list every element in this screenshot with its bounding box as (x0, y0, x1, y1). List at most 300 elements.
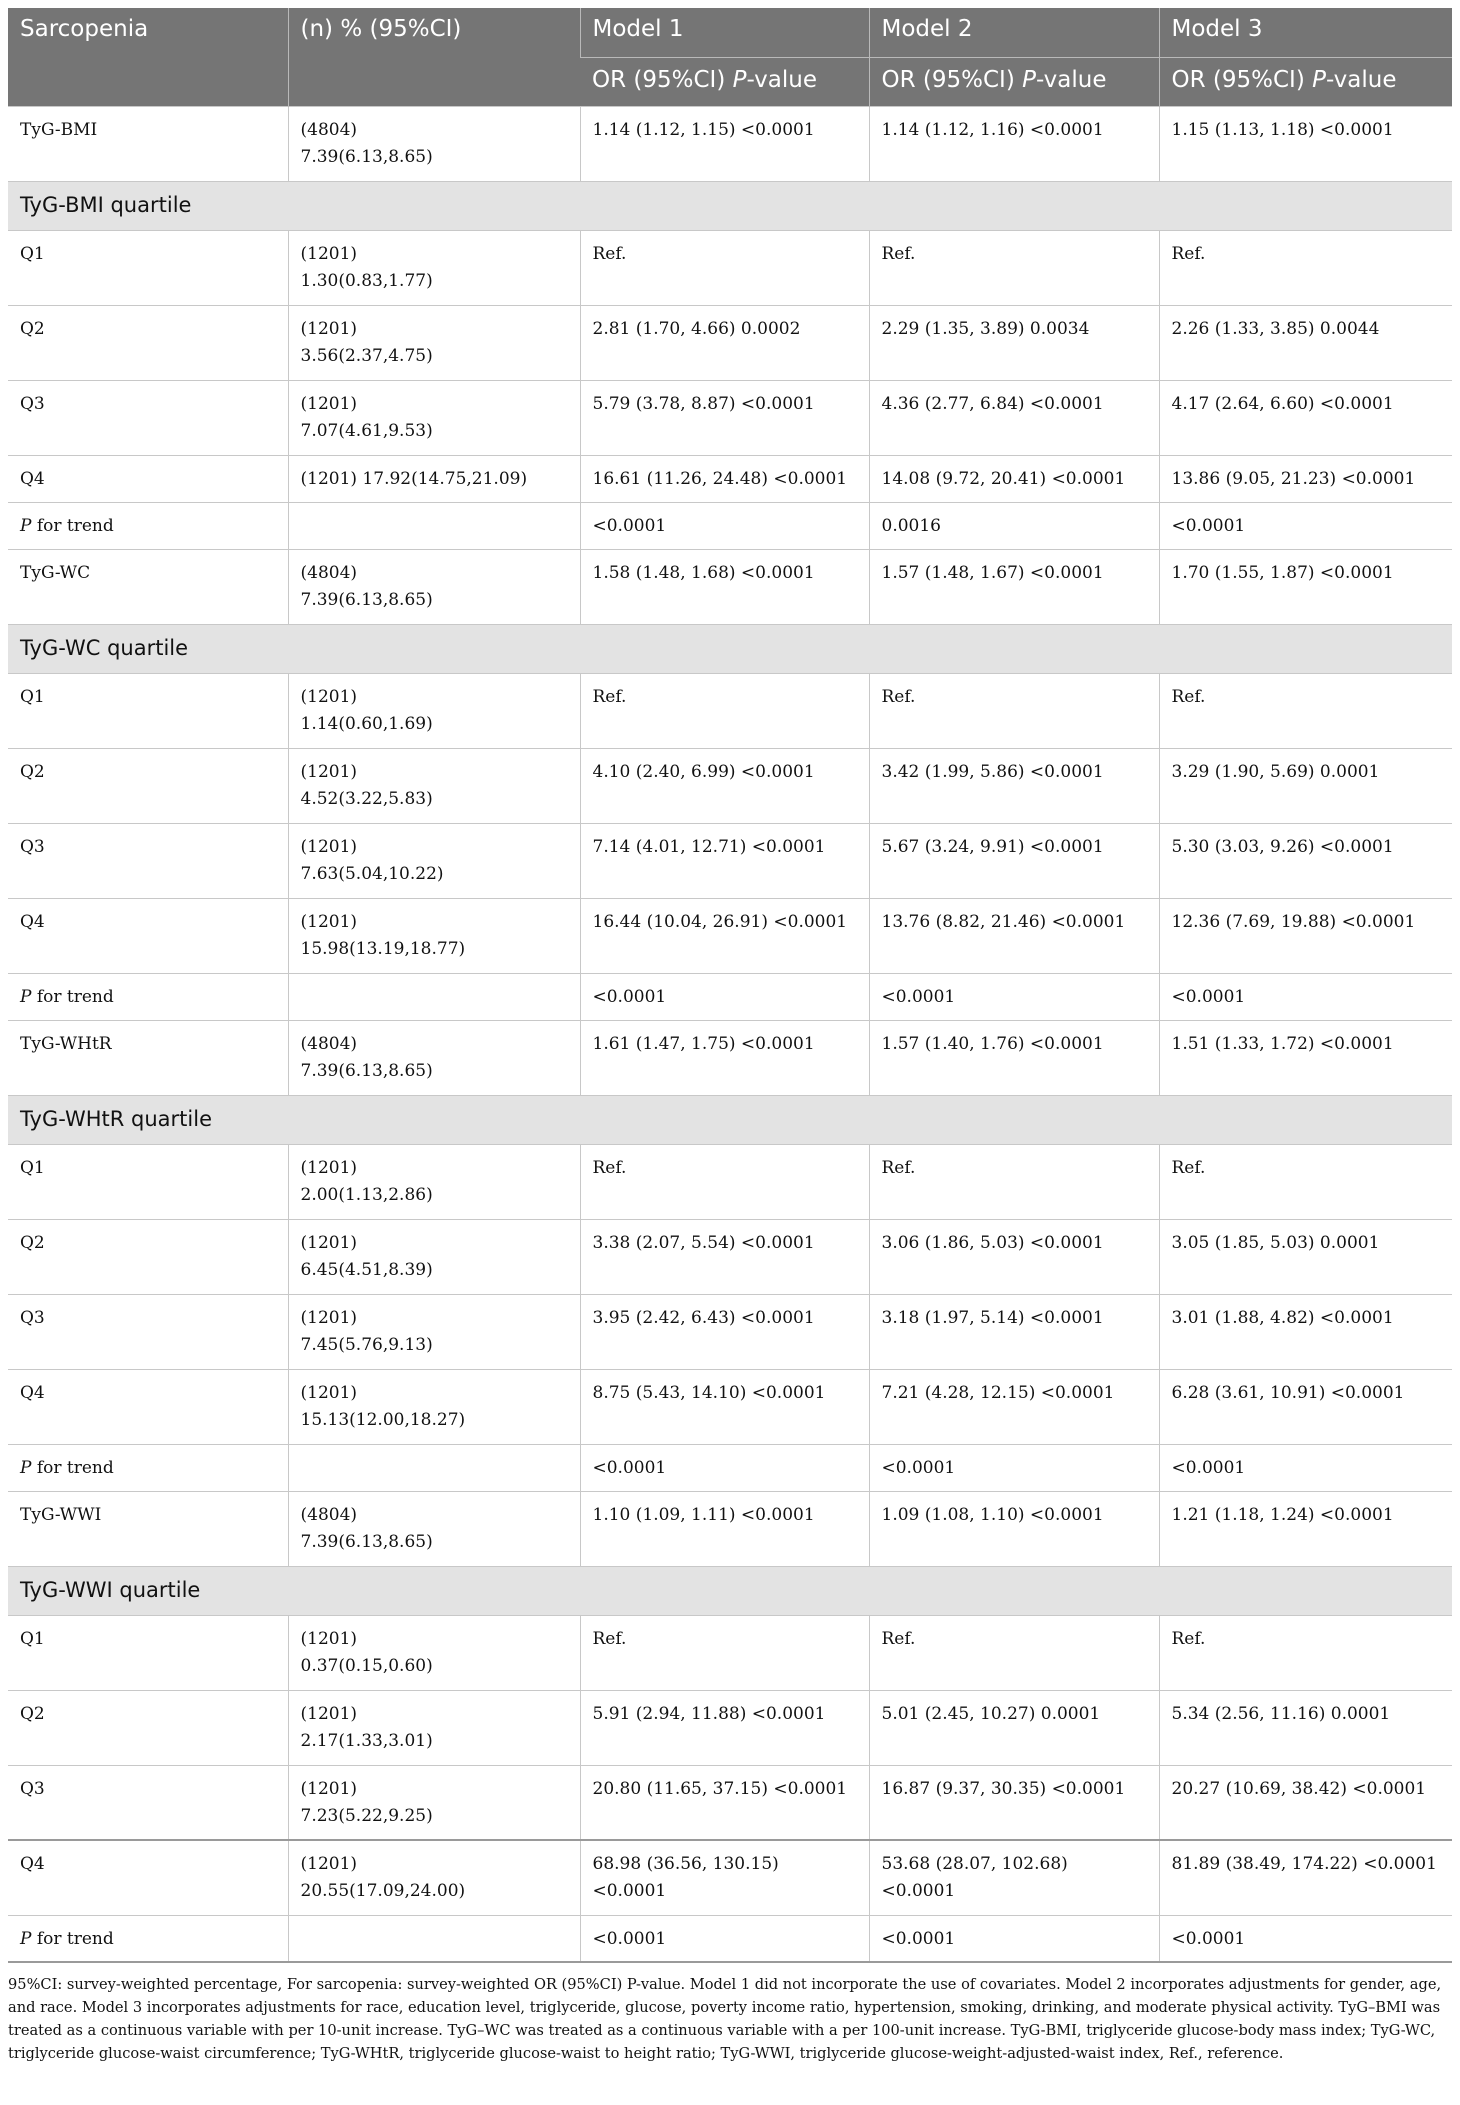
model3-value (1159, 1765, 1452, 1840)
model1-value (580, 230, 869, 305)
model2-value (869, 1765, 1159, 1840)
row-label (8, 549, 288, 624)
model1-value (580, 1491, 869, 1566)
n-count: (1201) (300, 761, 358, 782)
model1-value-text: 1.14 (1.12, 1.15) <0.0001 (592, 119, 815, 140)
table-row (8, 1690, 1452, 1765)
model1-value-text: 16.44 (10.04, 26.91) <0.0001 (592, 911, 848, 932)
model2-value (869, 549, 1159, 624)
model1-value (580, 1020, 869, 1095)
row-label (8, 973, 288, 1020)
row-label-text: Q4 (20, 911, 45, 932)
model1-value-text: <0.0001 (592, 986, 667, 1007)
model3-value (1159, 549, 1452, 624)
n-count: (1201) (300, 1307, 358, 1328)
model2-value-text: 4.36 (2.77, 6.84) <0.0001 (881, 393, 1104, 414)
row-label-text: Q2 (20, 761, 45, 782)
table-row (8, 305, 1452, 380)
for-trend-text: for trend (31, 1928, 114, 1949)
table-row (8, 230, 1452, 305)
row-n-percent (288, 1020, 580, 1095)
row-n-percent (288, 1294, 580, 1369)
model1-value-text: 16.61 (11.26, 24.48) <0.0001 (592, 468, 848, 489)
table-row (8, 748, 1452, 823)
row-label (8, 898, 288, 973)
row-label (8, 1219, 288, 1294)
model2-value-text: 1.14 (1.12, 1.16) <0.0001 (881, 119, 1104, 140)
table-row (8, 1765, 1452, 1840)
percent-ci: 7.63(5.04,10.22) (300, 863, 444, 884)
p-italic: P (20, 1928, 32, 1949)
model1-value-text: 2.81 (1.70, 4.66) 0.0002 (592, 318, 801, 339)
row-label-text: Q1 (20, 1628, 45, 1649)
row-n-percent (288, 673, 580, 748)
n-count: (4804) (300, 562, 358, 583)
model2-value-text: 16.87 (9.37, 30.35) <0.0001 (881, 1778, 1126, 1799)
n-count: (4804) (300, 1504, 358, 1525)
row-label-text: Q3 (20, 393, 45, 414)
model2-value (869, 455, 1159, 502)
model3-value-text: <0.0001 (1171, 986, 1246, 1007)
percent-ci: 6.45(4.51,8.39) (300, 1259, 433, 1280)
row-label-text: Q2 (20, 1703, 45, 1724)
model3-value (1159, 823, 1452, 898)
model3-value-text: Ref. (1171, 1157, 1206, 1178)
section-title (8, 1095, 1452, 1144)
row-label (8, 1369, 288, 1444)
model1-value (580, 380, 869, 455)
section-header-row (8, 1566, 1452, 1615)
section-title-text: TyG-WHtR quartile (20, 1106, 213, 1131)
table-row (8, 455, 1452, 502)
model2-value (869, 973, 1159, 1020)
model3-value-text: 13.86 (9.05, 21.23) <0.0001 (1171, 468, 1416, 489)
model2-value-text: 1.57 (1.40, 1.76) <0.0001 (881, 1033, 1104, 1054)
model3-value-text: 20.27 (10.69, 38.42) <0.0001 (1171, 1778, 1427, 1799)
model1-value-text: <0.0001 (592, 1928, 667, 1949)
n-count: (4804) (300, 1033, 358, 1054)
table-body (8, 106, 1452, 1962)
row-label (8, 823, 288, 898)
model3-value (1159, 1491, 1452, 1566)
section-title-text: TyG-WC quartile (20, 635, 189, 660)
percent-ci: 20.55(17.09,24.00) (300, 1881, 466, 1901)
p-italic: P (20, 1457, 32, 1478)
n-count: (1201) (300, 393, 358, 414)
subheader-or-model3: OR (95%CI) P-value (1159, 57, 1452, 106)
model1-value-text: 5.79 (3.78, 8.87) <0.0001 (592, 393, 815, 414)
table-row (8, 898, 1452, 973)
model3-value (1159, 673, 1452, 748)
model2-value-text: 2.29 (1.35, 3.89) 0.0034 (881, 318, 1090, 339)
table-row (8, 1219, 1452, 1294)
section-header-row (8, 1095, 1452, 1144)
row-n-percent (288, 502, 580, 549)
for-trend-text: for trend (31, 515, 114, 536)
model2-value-text: Ref. (881, 1157, 916, 1178)
model1-value (580, 1369, 869, 1444)
row-label-text: Q2 (20, 1232, 45, 1253)
percent-ci: 3.56(2.37,4.75) (300, 345, 433, 366)
model2-value-text: <0.0001 (881, 986, 956, 1007)
model1-value (580, 455, 869, 502)
row-n-percent (288, 748, 580, 823)
row-label-text: Q1 (20, 243, 45, 264)
table-row (8, 1294, 1452, 1369)
model2-value (869, 1369, 1159, 1444)
table-row (8, 380, 1452, 455)
model3-value-text: 4.17 (2.64, 6.60) <0.0001 (1171, 393, 1394, 414)
row-label-text: TyG-WC (20, 562, 91, 583)
model3-value (1159, 1615, 1452, 1690)
model1-value (580, 1690, 869, 1765)
row-label (8, 1020, 288, 1095)
model1-value (580, 1144, 869, 1219)
model3-value-text: 6.28 (3.61, 10.91) <0.0001 (1171, 1382, 1405, 1403)
model1-value (580, 1219, 869, 1294)
row-label-text: TyG-WWI (20, 1504, 102, 1525)
percent-ci: 0.37(0.15,0.60) (300, 1655, 433, 1676)
subheader-or-model1: OR (95%CI) P-value (580, 57, 869, 106)
table-row (8, 1491, 1452, 1566)
model1-value (580, 1915, 869, 1962)
section-title (8, 181, 1452, 230)
model1-value-text: 1.10 (1.09, 1.11) <0.0001 (592, 1504, 815, 1525)
model3-value-text: 3.29 (1.90, 5.69) 0.0001 (1171, 761, 1380, 782)
model3-value-text: 2.26 (1.33, 3.85) 0.0044 (1171, 318, 1380, 339)
row-label-text: Q4 (20, 1382, 45, 1403)
table-row (8, 1615, 1452, 1690)
model3-value (1159, 1219, 1452, 1294)
model3-value-text: 3.05 (1.85, 5.03) 0.0001 (1171, 1232, 1380, 1253)
row-label-text: Q1 (20, 686, 45, 707)
model3-value (1159, 1915, 1452, 1962)
row-n-percent (288, 1369, 580, 1444)
model1-value-text: 68.98 (36.56, 130.15) <0.0001 (592, 1854, 779, 1901)
model1-value-text: 5.91 (2.94, 11.88) <0.0001 (592, 1703, 826, 1724)
percent-ci: 2.17(1.33,3.01) (300, 1730, 433, 1751)
table-row (8, 1840, 1452, 1915)
model3-value (1159, 380, 1452, 455)
section-header-row (8, 181, 1452, 230)
model1-value-text: <0.0001 (592, 1457, 667, 1478)
row-label-text: TyG-BMI (20, 119, 98, 140)
model3-value (1159, 1444, 1452, 1491)
model3-value (1159, 1144, 1452, 1219)
model2-value-text: 3.18 (1.97, 5.14) <0.0001 (881, 1307, 1104, 1328)
percent-ci: 1.30(0.83,1.77) (300, 270, 433, 291)
model3-value (1159, 1690, 1452, 1765)
model1-value (580, 549, 869, 624)
model2-value (869, 898, 1159, 973)
row-label (8, 1294, 288, 1369)
row-label (8, 1491, 288, 1566)
row-n-percent (288, 455, 580, 502)
row-label (8, 673, 288, 748)
model2-value (869, 1915, 1159, 1962)
model3-value-text: 1.70 (1.55, 1.87) <0.0001 (1171, 562, 1394, 583)
row-label-text: Q3 (20, 1307, 45, 1328)
model2-value-text: <0.0001 (881, 1928, 956, 1949)
model1-value (580, 973, 869, 1020)
model3-value-text: <0.0001 (1171, 1457, 1246, 1478)
n-count: (1201) (300, 686, 358, 707)
model1-value (580, 1294, 869, 1369)
n-count: (1201) (300, 1157, 358, 1178)
model2-value-text: 3.06 (1.86, 5.03) <0.0001 (881, 1232, 1104, 1253)
row-label (8, 455, 288, 502)
n-count: (1201) 17.92(14.75,21.09) (300, 468, 528, 489)
row-n-percent (288, 1615, 580, 1690)
model1-value-text: 8.75 (5.43, 14.10) <0.0001 (592, 1382, 826, 1403)
trend-row (8, 1444, 1452, 1491)
model2-value-text: Ref. (881, 243, 916, 264)
model3-value (1159, 973, 1452, 1020)
table-row (8, 1020, 1452, 1095)
trend-row (8, 973, 1452, 1020)
row-label (8, 1444, 288, 1491)
row-label (8, 1690, 288, 1765)
row-n-percent (288, 1491, 580, 1566)
percent-ci: 4.52(3.22,5.83) (300, 788, 433, 809)
header-sarcopenia: Sarcopenia (8, 8, 288, 106)
table-footnote: 95%CI: survey-weighted percentage, For sarcopenia: survey-weighted OR (95%CI) P-value. Model 1 did not incorporate the use of covariates. Model 2 incorporates adjustments for gender, age, and race. Model 3 incorporates adjustments for race, education level, triglyceride, glucose, poverty income ratio, hypertension, smoking, drinking, and moderate physical activity. TyG–BMI was treated as a continuous variable with per 10-unit increase. TyG–WC was treated as a continuous variable with a per 100-unit increase. TyG-BMI, triglyceride glucose-body mass index; TyG-WC, triglyceride glucose-waist circumference; TyG-WHtR, triglyceride glucose-waist to height ratio; TyG-WWI, triglyceride glucose-weight-adjusted-waist index, Ref., reference. (8, 1976, 1442, 2062)
n-count: (1201) (300, 911, 358, 932)
model1-value (580, 502, 869, 549)
model2-value (869, 1491, 1159, 1566)
model3-value (1159, 1840, 1452, 1915)
model2-value-text: 3.42 (1.99, 5.86) <0.0001 (881, 761, 1104, 782)
model2-value (869, 230, 1159, 305)
row-label-text: Q3 (20, 1778, 45, 1799)
percent-ci: 7.39(6.13,8.65) (300, 1060, 433, 1081)
row-n-percent (288, 973, 580, 1020)
model1-value-text: 4.10 (2.40, 6.99) <0.0001 (592, 761, 815, 782)
model3-value-text: Ref. (1171, 243, 1206, 264)
row-label-text: Q4 (20, 1854, 45, 1874)
section-title-text: TyG-WWI quartile (20, 1577, 201, 1602)
row-n-percent (288, 1444, 580, 1491)
p-italic: P (20, 515, 32, 536)
model3-value-text: 1.51 (1.33, 1.72) <0.0001 (1171, 1033, 1394, 1054)
model2-value-text: 14.08 (9.72, 20.41) <0.0001 (881, 468, 1126, 489)
row-label-text: Q1 (20, 1157, 45, 1178)
model1-value (580, 106, 869, 181)
section-title (8, 1566, 1452, 1615)
model2-value-text: 0.0016 (881, 515, 941, 536)
model3-value (1159, 1369, 1452, 1444)
row-label (8, 1615, 288, 1690)
percent-ci: 7.07(4.61,9.53) (300, 420, 433, 441)
model1-value (580, 1615, 869, 1690)
n-count: (1201) (300, 243, 358, 264)
model2-value (869, 748, 1159, 823)
model1-value-text: 1.58 (1.48, 1.68) <0.0001 (592, 562, 815, 583)
row-label (8, 1765, 288, 1840)
model2-value-text: 1.57 (1.48, 1.67) <0.0001 (881, 562, 1104, 583)
row-n-percent (288, 106, 580, 181)
model3-value (1159, 502, 1452, 549)
model2-value-text: 53.68 (28.07, 102.68) <0.0001 (881, 1854, 1068, 1901)
model3-value (1159, 305, 1452, 380)
model1-value-text: 3.38 (2.07, 5.54) <0.0001 (592, 1232, 815, 1253)
percent-ci: 7.39(6.13,8.65) (300, 1531, 433, 1552)
header-model1: Model 1 (580, 8, 869, 57)
model2-value (869, 1840, 1159, 1915)
model3-value-text: 5.34 (2.56, 11.16) 0.0001 (1171, 1703, 1391, 1724)
for-trend-text: for trend (31, 986, 114, 1007)
model1-value-text: Ref. (592, 243, 627, 264)
model2-value-text: 5.67 (3.24, 9.91) <0.0001 (881, 836, 1104, 857)
row-label (8, 380, 288, 455)
model1-value-text: Ref. (592, 1628, 627, 1649)
row-label-text: Q3 (20, 836, 45, 857)
row-label (8, 1915, 288, 1962)
section-title-text: TyG-BMI quartile (20, 192, 192, 217)
model1-value (580, 1840, 869, 1915)
model2-value (869, 1144, 1159, 1219)
row-n-percent (288, 823, 580, 898)
header-model2: Model 2 (869, 8, 1159, 57)
row-label-text: TyG-WHtR (20, 1033, 112, 1054)
table-container (8, 8, 1452, 2065)
model2-value-text: Ref. (881, 686, 916, 707)
row-n-percent (288, 1144, 580, 1219)
model2-value (869, 106, 1159, 181)
model2-value (869, 1690, 1159, 1765)
row-label-text: Q4 (20, 468, 45, 489)
model1-value-text: 1.61 (1.47, 1.75) <0.0001 (592, 1033, 815, 1054)
percent-ci: 1.14(0.60,1.69) (300, 713, 433, 734)
table-header (8, 8, 1452, 106)
model1-value (580, 823, 869, 898)
model1-value-text: 3.95 (2.42, 6.43) <0.0001 (592, 1307, 815, 1328)
model3-value (1159, 1020, 1452, 1095)
model2-value (869, 502, 1159, 549)
section-header-row (8, 624, 1452, 673)
row-n-percent (288, 898, 580, 973)
section-title (8, 624, 1452, 673)
trend-row (8, 502, 1452, 549)
row-label (8, 106, 288, 181)
model3-value-text: 3.01 (1.88, 4.82) <0.0001 (1171, 1307, 1394, 1328)
n-count: (4804) (300, 119, 358, 140)
model2-value-text: 5.01 (2.45, 10.27) 0.0001 (881, 1703, 1101, 1724)
model2-value (869, 1444, 1159, 1491)
model3-value-text: 12.36 (7.69, 19.88) <0.0001 (1171, 911, 1416, 932)
model3-value (1159, 455, 1452, 502)
model2-value-text: <0.0001 (881, 1457, 956, 1478)
for-trend-text: for trend (31, 1457, 114, 1478)
model2-value (869, 1294, 1159, 1369)
header-model3: Model 3 (1159, 8, 1452, 57)
percent-ci: 7.45(5.76,9.13) (300, 1334, 433, 1355)
model3-value (1159, 230, 1452, 305)
model3-value-text: <0.0001 (1171, 515, 1246, 536)
model2-value (869, 1615, 1159, 1690)
model3-value-text: 81.89 (38.49, 174.22) <0.0001 (1171, 1854, 1437, 1874)
results-table (8, 8, 1452, 1963)
row-n-percent (288, 1219, 580, 1294)
model3-value-text: Ref. (1171, 686, 1206, 707)
percent-ci: 2.00(1.13,2.86) (300, 1184, 433, 1205)
percent-ci: 7.39(6.13,8.65) (300, 589, 433, 610)
model1-value (580, 1444, 869, 1491)
model3-value (1159, 748, 1452, 823)
percent-ci: 7.23(5.22,9.25) (300, 1805, 433, 1826)
row-n-percent (288, 1690, 580, 1765)
table-row (8, 673, 1452, 748)
table-row (8, 1369, 1452, 1444)
row-label-text: Q2 (20, 318, 45, 339)
model1-value-text: 7.14 (4.01, 12.71) <0.0001 (592, 836, 826, 857)
row-n-percent (288, 1915, 580, 1962)
model1-value (580, 305, 869, 380)
table-row (8, 549, 1452, 624)
row-n-percent (288, 305, 580, 380)
model3-value (1159, 898, 1452, 973)
row-n-percent (288, 230, 580, 305)
model3-value (1159, 1294, 1452, 1369)
model2-value (869, 823, 1159, 898)
n-count: (1201) (300, 1382, 358, 1403)
model1-value (580, 748, 869, 823)
row-label (8, 1144, 288, 1219)
row-label (8, 305, 288, 380)
row-label (8, 1840, 288, 1915)
model2-value (869, 673, 1159, 748)
p-italic: P (20, 986, 32, 1007)
model2-value-text: 13.76 (8.82, 21.46) <0.0001 (881, 911, 1126, 932)
table-row (8, 1144, 1452, 1219)
subheader-or-model2: OR (95%CI) P-value (869, 57, 1159, 106)
row-label (8, 230, 288, 305)
n-count: (1201) (300, 1703, 358, 1724)
model3-value-text: 1.15 (1.13, 1.18) <0.0001 (1171, 119, 1394, 140)
model1-value (580, 673, 869, 748)
percent-ci: 15.98(13.19,18.77) (300, 938, 466, 959)
table-row (8, 106, 1452, 181)
row-label (8, 502, 288, 549)
model3-value-text: 1.21 (1.18, 1.24) <0.0001 (1171, 1504, 1394, 1525)
trend-row (8, 1915, 1452, 1962)
row-n-percent (288, 549, 580, 624)
model2-value (869, 1219, 1159, 1294)
percent-ci: 15.13(12.00,18.27) (300, 1409, 466, 1430)
model1-value (580, 898, 869, 973)
n-count: (1201) (300, 318, 358, 339)
model1-value-text: <0.0001 (592, 515, 667, 536)
n-count: (1201) (300, 1232, 358, 1253)
row-n-percent (288, 1765, 580, 1840)
model1-value-text: Ref. (592, 1157, 627, 1178)
model2-value-text: Ref. (881, 1628, 916, 1649)
n-count: (1201) (300, 1854, 358, 1874)
header-n-percent: (n) % (95%CI) (288, 8, 580, 106)
model3-value-text: Ref. (1171, 1628, 1206, 1649)
row-n-percent (288, 1840, 580, 1915)
model3-value-text: 5.30 (3.03, 9.26) <0.0001 (1171, 836, 1394, 857)
n-count: (1201) (300, 836, 358, 857)
percent-ci: 7.39(6.13,8.65) (300, 146, 433, 167)
model2-value (869, 305, 1159, 380)
model1-value (580, 1765, 869, 1840)
model2-value-text: 7.21 (4.28, 12.15) <0.0001 (881, 1382, 1115, 1403)
row-n-percent (288, 380, 580, 455)
model2-value (869, 380, 1159, 455)
model3-value-text: <0.0001 (1171, 1928, 1246, 1949)
n-count: (1201) (300, 1778, 358, 1799)
